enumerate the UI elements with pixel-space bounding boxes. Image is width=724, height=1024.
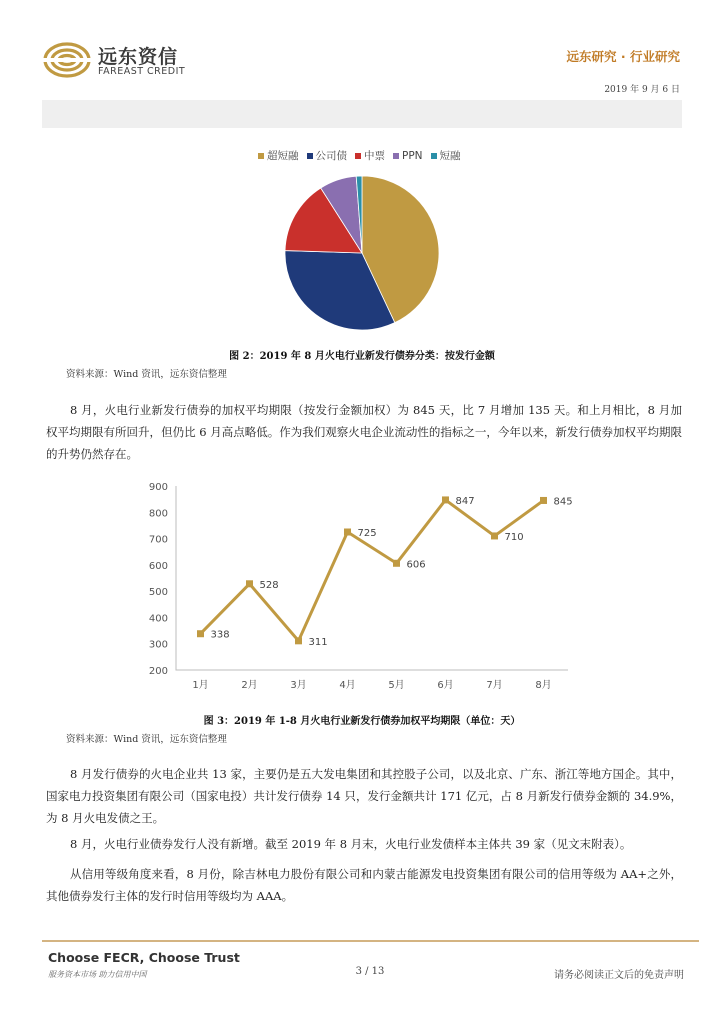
- legend-swatch: [393, 153, 399, 159]
- figure2-caption: 图 2：2019 年 8 月火电行业新发行债券分类：按发行金额: [229, 351, 495, 362]
- legend-label: 超短融: [267, 150, 299, 162]
- legend-swatch: [355, 153, 361, 159]
- header-divider-bar: [42, 100, 682, 128]
- legend-item: [393, 148, 423, 163]
- footer-divider: [42, 940, 699, 942]
- paragraph-new-issuers: 8 月，火电行业债券发行人没有新增。截至 2019 年 8 月末，火电行业发债样本主体共 39 家（见文末附表）。: [70, 837, 632, 851]
- legend-item: [307, 148, 348, 163]
- data-point: [442, 496, 449, 503]
- legend-label: 中票: [364, 150, 385, 162]
- line-chart: [140, 478, 580, 700]
- y-tick-label: 600: [148, 560, 168, 572]
- x-tick-label: 8月: [535, 680, 552, 691]
- data-point: [491, 532, 498, 539]
- legend-label: 短融: [439, 150, 461, 162]
- footer-subslogan: 服务资本市场 助力信用中国: [48, 970, 147, 979]
- x-tick-label: 7月: [486, 680, 503, 691]
- y-tick-label: 500: [148, 587, 168, 599]
- page-number: 3 / 13: [355, 966, 385, 977]
- x-tick-label: 5月: [388, 680, 405, 691]
- data-label: 311: [308, 636, 328, 648]
- legend-swatch: [258, 153, 264, 159]
- data-label: 847: [455, 495, 475, 507]
- series-line: [201, 500, 544, 641]
- legend-swatch: [307, 153, 313, 159]
- data-point: [197, 630, 204, 637]
- footer-disclaimer: 请务必阅读正文后的免责声明: [554, 970, 684, 981]
- data-label: 338: [210, 629, 230, 641]
- report-date: 2019 年 9 月 6 日: [604, 85, 680, 95]
- pie-legend: [258, 148, 461, 163]
- y-tick-label: 700: [148, 534, 168, 546]
- figure3-source: 资料来源：Wind 资讯，远东资信整理: [66, 734, 227, 745]
- x-tick-label: 3月: [290, 680, 307, 691]
- y-tick-label: 400: [148, 613, 168, 625]
- legend-item: [258, 148, 299, 163]
- paragraph-credit-rating: 从信用等级角度来看，8 月份，除吉林电力股份有限公司和内蒙古能源发电投资集团有限公司的信用等级为 AA+之外，其他债券发行主体的发行时信用等级均为 AAA。: [46, 867, 682, 903]
- data-label: 606: [406, 559, 426, 571]
- legend-item: [431, 148, 461, 163]
- x-tick-label: 2月: [241, 680, 258, 691]
- y-tick-label: 900: [148, 482, 168, 493]
- y-tick-label: 800: [148, 508, 168, 520]
- report-section-title: 远东研究 · 行业研究: [566, 49, 680, 64]
- data-point: [295, 637, 302, 644]
- figure2-source: 资料来源：Wind 资讯，远东资信整理: [66, 369, 227, 380]
- paragraph-avg-maturity: 8 月，火电行业新发行债券的加权平均期限（按发行金额加权）为 845 天，比 7 月增加 135 天。和上月相比，8 月加权平均期限有所回升，但仍比 6 月高点略低。作为我们观察火电企业流动性的指标之一，今年以来，新发行债券加权平均期限的升势仍然存在。: [46, 403, 682, 461]
- legend-item: [355, 148, 385, 163]
- paragraph-issuers: 8 月发行债券的火电企业共 13 家，主要仍是五大发电集团和其控股子公司，以及北京、广东、浙江等地方国企。其中，国家电力投资集团有限公司（国家电投）共计发行债券 14 只，发行金额共计 171 亿元，占 8 月新发行债券金额的 34.9%，为 8 月火电发债之王。: [46, 767, 682, 825]
- x-tick-label: 6月: [437, 680, 454, 691]
- data-label: 845: [553, 496, 573, 508]
- y-tick-label: 200: [148, 666, 168, 677]
- x-tick-label: 4月: [339, 680, 356, 691]
- x-tick-label: 1月: [192, 680, 209, 691]
- footer-slogan: Choose FECR, Choose Trust: [48, 950, 240, 965]
- legend-swatch: [431, 153, 437, 159]
- data-label: 725: [357, 528, 377, 539]
- y-tick-label: 300: [148, 639, 168, 651]
- pie-chart: [282, 176, 442, 336]
- figure3-caption: 图 3：2019 年 1-8 月火电行业新发行债券加权平均期限（单位：天）: [203, 716, 521, 727]
- data-label: 528: [259, 579, 279, 591]
- fareast-credit-logo: [42, 40, 92, 80]
- brand-name-cn: 远东资信: [98, 46, 179, 68]
- brand-name-en: FAREAST CREDIT: [98, 66, 186, 77]
- data-point: [540, 497, 547, 504]
- chart-axes: [176, 486, 568, 670]
- legend-label: PPN: [402, 149, 423, 162]
- data-point: [246, 580, 253, 587]
- data-label: 710: [504, 531, 524, 543]
- legend-label: 公司债: [315, 150, 347, 162]
- data-point: [393, 560, 400, 567]
- data-point: [344, 529, 351, 536]
